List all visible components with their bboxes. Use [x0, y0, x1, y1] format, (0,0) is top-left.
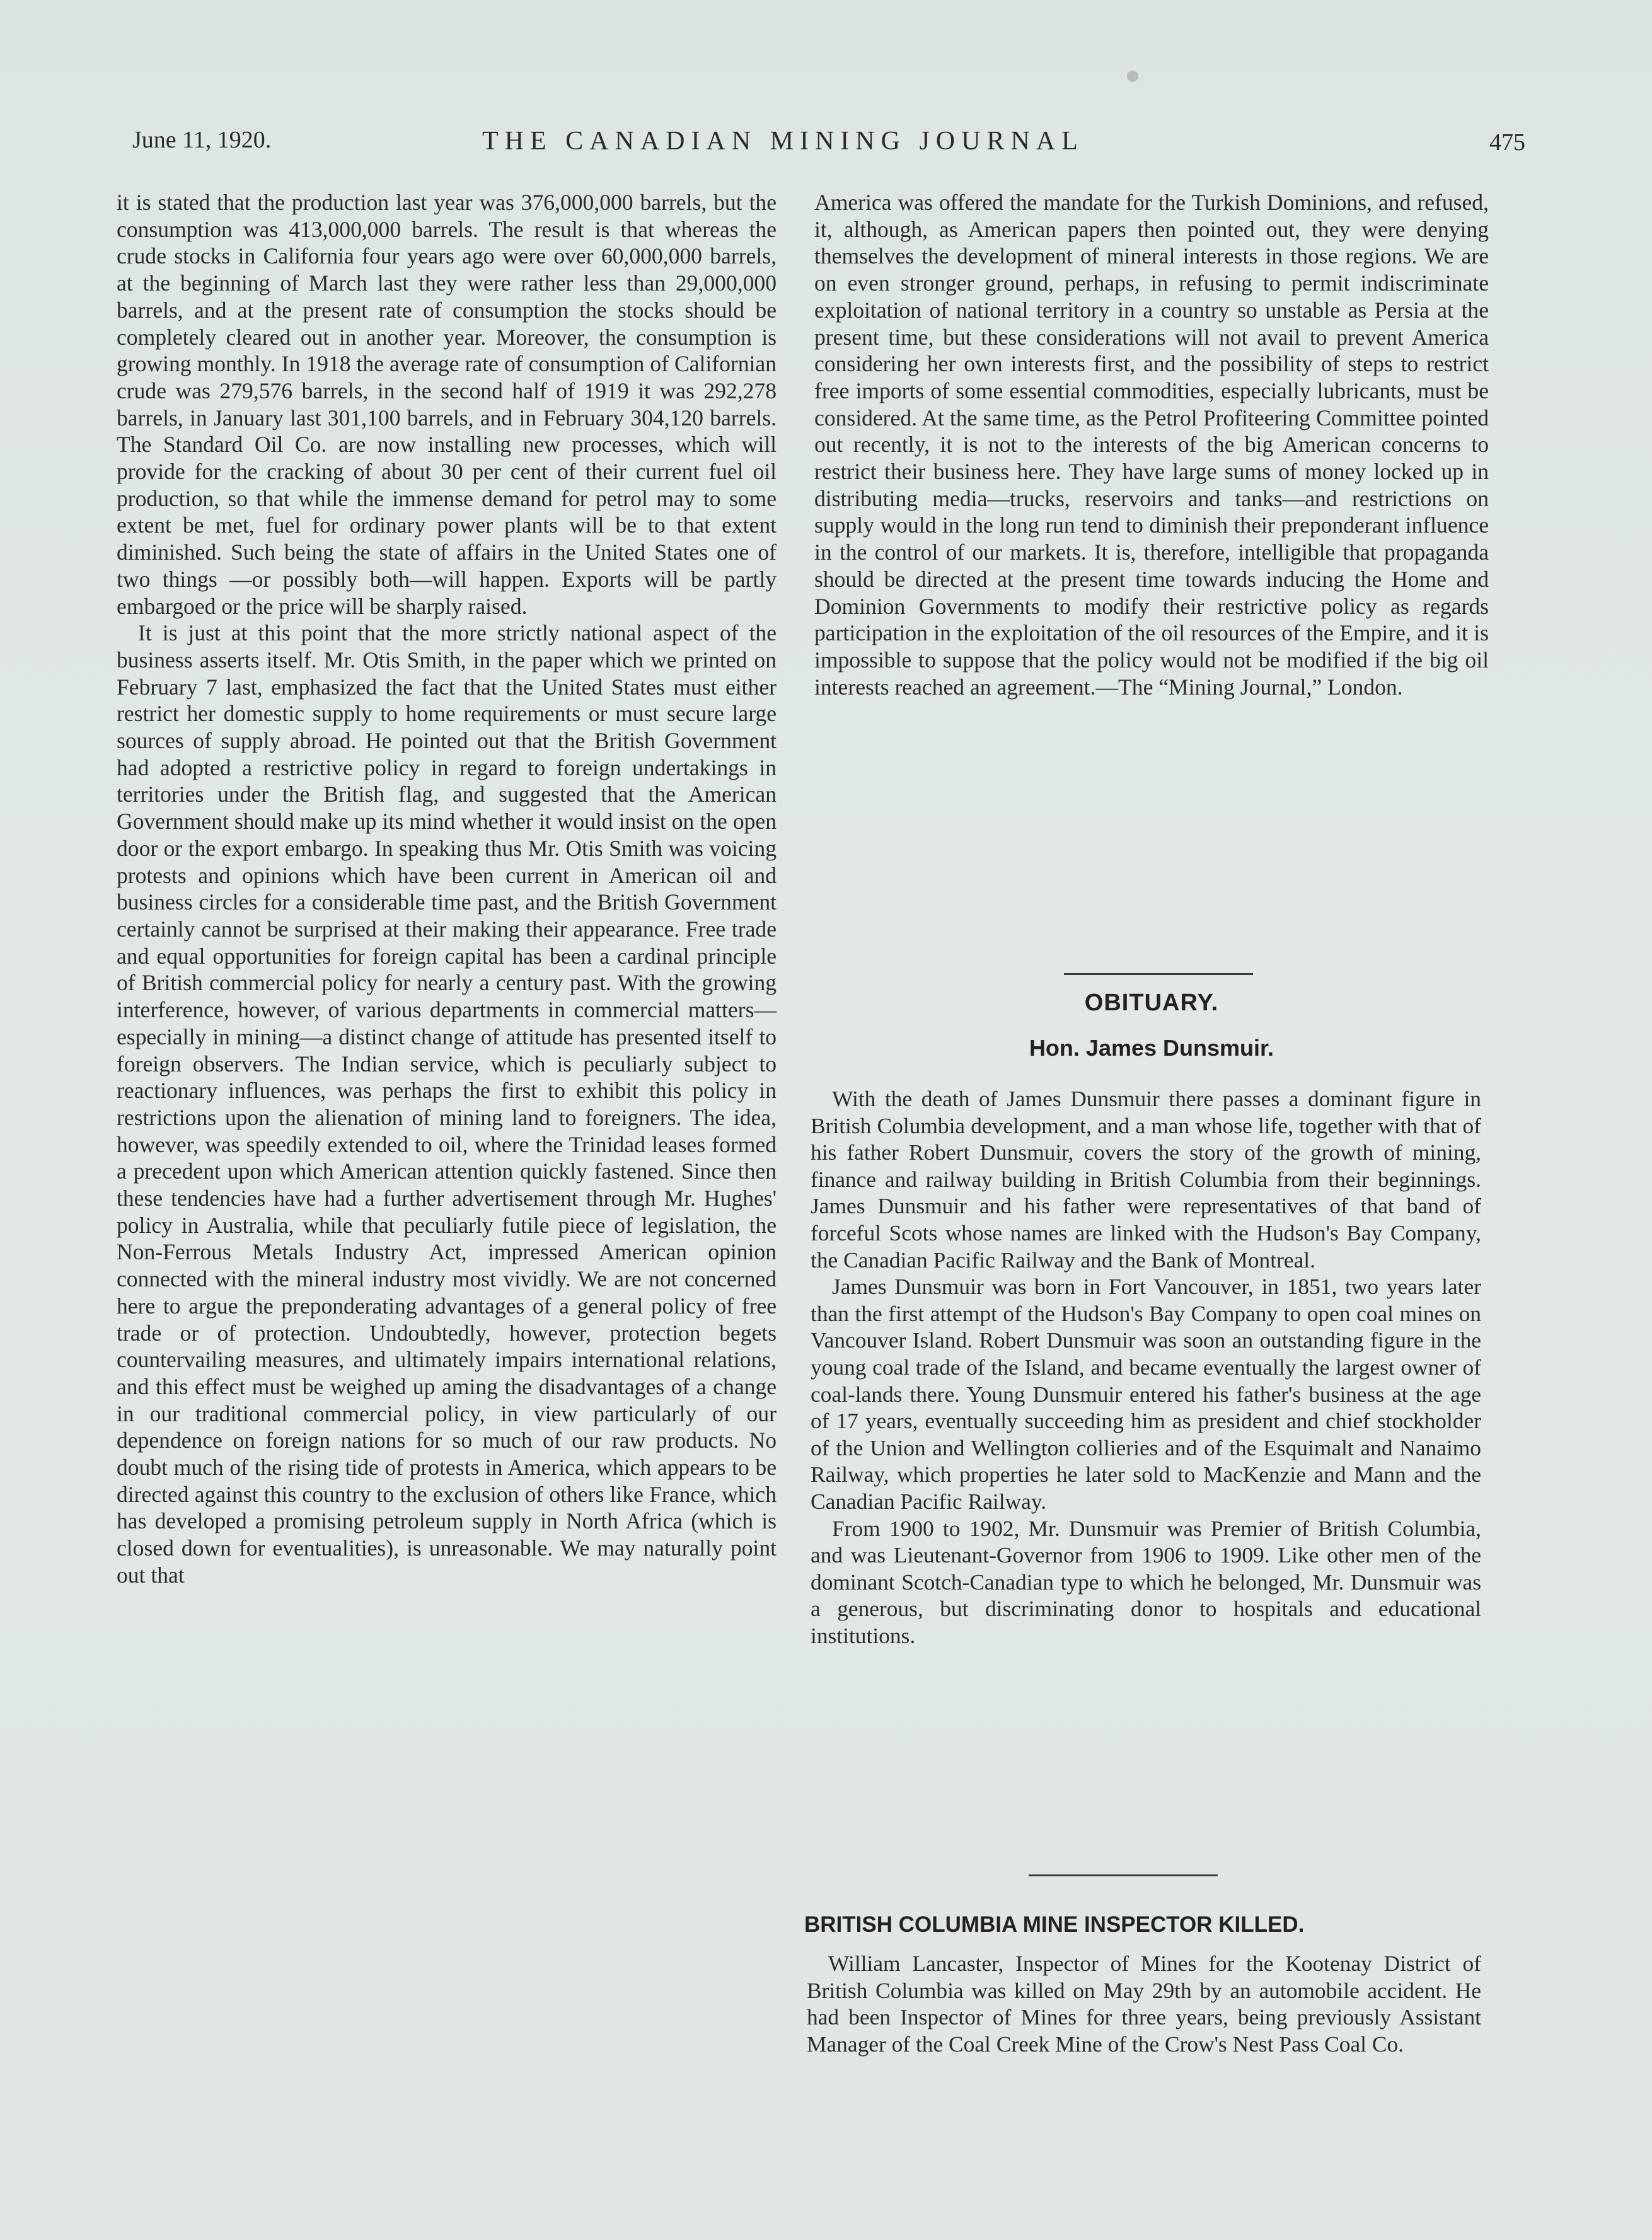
left-column [117, 189, 777, 1589]
obituary-paragraph-1: With the death of James Dunsmuir there passes a dominant figure in British Columbia development, and a man whose life, together with that of his father Robert Dunsmuir, covers the story of the growth of mining, finance and railway building in British Columbia from their beginnings. James Dunsmuir and his father were representatives of that band of forceful Scots whose names are linked with the Hudson's Bay Company, the Canadian Pacific Railway and the Bank of Montreal. [811, 1086, 1481, 1273]
obituary-paragraph-2: James Dunsmuir was born in Fort Vancouver, in 1851, two years later than the first attempt of the Hudson's Bay Company to open coal mines on Vancouver Island. Robert Dunsmuir was soon an outstanding figure in the young coal trade of the Island, and became eventually the largest owner of coal-lands there. Young Dunsmuir entered his father's business at the age of 17 years, eventually succeeding him as president and chief stockholder of the Union and Wellington collieries and of the Esquimalt and Nanaimo Railway, which properties he later sold to MacKenzie and Mann and the Canadian Pacific Railway. [811, 1274, 1481, 1514]
section-divider [1029, 1874, 1218, 1876]
journal-title: THE CANADIAN MINING JOURNAL [482, 127, 1084, 156]
continued-article-text: America was offered the mandate for the Turkish Dominions, and refused, it, although, as American papers then pointed out, they were denying themselves the development of mineral interests in those regions. We are on even stronger ground, perhaps, in refusing to permit indiscriminate exploitation of national territory in a country so unstable as Persia at the present time, but these considerations will not avail to prevent America considering her own interests first, and the possibility of steps to restrict free imports of some essential commodities, especially lubricants, must be considered. At the same time, as the Petrol Profiteering Committee pointed out recently, it is not to the interests of the big American concerns to restrict their business here. They have large sums of money locked up in distributing media—trucks, reservoirs and tanks—and restrictions on supply would in the long run tend to diminish their preponderant influence in the control of our markets. It is, therefore, intelligible that propaganda should be directed at the present time towards inducing the Home and Dominion Governments to modify their restrictive policy as regards participation in the exploitation of the oil resources of the Empire, and it is impossible to suppose that the policy would not be modified if the big oil interests reached an agreement.—The “Mining Journal,” London. [814, 190, 1489, 700]
left-paragraph-1: it is stated that the production last year was 376,000,000 barrels, but the consumption was 413,000,000 barrels. The result is that whereas the crude stocks in California four years ago were over 60,000,000 barrels, at the beginning of March last they were rather less than 29,000,000 barrels, and at the present rate of consumption the stocks should be completely cleared out in another year. Moreover, the consumption is growing monthly. In 1918 the average rate of consumption of Californian crude was 279,576 barrels, in the second half of 1919 it was 292,278 barrels, in January last 301,100 barrels, and in February 304,120 barrels. The Standard Oil Co. are now installing new processes, which will provide for the cracking of about 30 per cent of their current fuel oil production, so that while the immense demand for petrol may to some extent be met, fuel for ordinary power plants will be to that extent diminished. Such being the state of affairs in the United States one of two things —or possibly both—will happen. Exports will be partly embargoed or the price will be sharply raised. [117, 190, 777, 619]
mine-inspector-body [807, 1950, 1481, 2057]
obituary-paragraph-3: From 1900 to 1902, Mr. Dunsmuir was Premier of British Columbia, and was Lieutenant-Governor from 1906 to 1909. Like other men of the dominant Scotch-Canadian type to which he belonged, Mr. Dunsmuir was a generous, but discriminating donor to hospitals and educational institutions. [811, 1515, 1481, 1648]
mine-inspector-heading: BRITISH COLUMBIA MINE INSPECTOR KILLED. [804, 1912, 1305, 1937]
page-header [132, 126, 1525, 164]
ink-spot [1127, 71, 1138, 82]
section-divider [1064, 973, 1253, 975]
mine-inspector-paragraph: William Lancaster, Inspector of Mines for the Kootenay District of British Columbia was killed on May 29th by an automobile accident. He had been Inspector of Mines for three years, being previously Assistant Manager of the Coal Creek Mine of the Crow's Nest Pass Coal Co. [807, 1951, 1481, 2057]
left-paragraph-2: It is just at this point that the more strictly national aspect of the business asserts itself. Mr. Otis Smith, in the paper which we printed on February 7 last, emphasized the fact that the United States must either restrict her domestic supply to home requirements or must secure large sources of supply abroad. He pointed out that the British Government had adopted a restrictive policy in regard to foreign undertakings in territories under the British flag, and suggested that the American Government should make up its mind whether it would insist on the open door or the export embargo. In speaking thus Mr. Otis Smith was voicing protests and opinions which have been current in American oil and business circles for a considerable time past, and the British Government certainly cannot be surprised at their making their appearance. Free trade and equal opportunities for foreign capital has been a cardinal principle of British commercial policy for nearly a century past. With the growing interference, however, of various departments in commercial matters—especially in mining—a distinct change of attitude has presented itself to foreign observers. The Indian service, which is peculiarly subject to reactionary influences, was perhaps the first to exhibit this policy in restrictions upon the alienation of mining land to foreigners. The idea, however, was speedily extended to oil, where the Trinidad leases formed a precedent upon which American attention quickly fastened. Since then these tendencies have had a further advertisement through Mr. Hughes' policy in Australia, while that peculiarly futile piece of legislation, the Non-Ferrous Metals Industry Act, impressed American opinion connected with the mineral industry most vividly. We are not concerned here to argue the preponderating advantages of a general policy of free trade or of protection. Undoubtedly, however, protection begets countervailing measures, and ultimately impairs international relations, and this effect must be weighed up aming the disadvantages of a change in our traditional commercial policy, in view particularly of our dependence on foreign nations for so much of our raw products. No doubt much of the rising tide of protests in America, which appears to be directed against this country to the exclusion of others like France, which has developed a promising petroleum supply in North Africa (which is closed down for eventualities), is unreasonable. We may naturally point out that [117, 620, 777, 1588]
obituary-subheading: Hon. James Dunsmuir. [1029, 1035, 1274, 1061]
obituary-body [811, 1085, 1481, 1649]
right-column-continuation [814, 189, 1489, 700]
issue-date: June 11, 1920. [132, 127, 272, 153]
page-number: 475 [1489, 129, 1525, 156]
obituary-heading: OBITUARY. [1084, 990, 1219, 1016]
